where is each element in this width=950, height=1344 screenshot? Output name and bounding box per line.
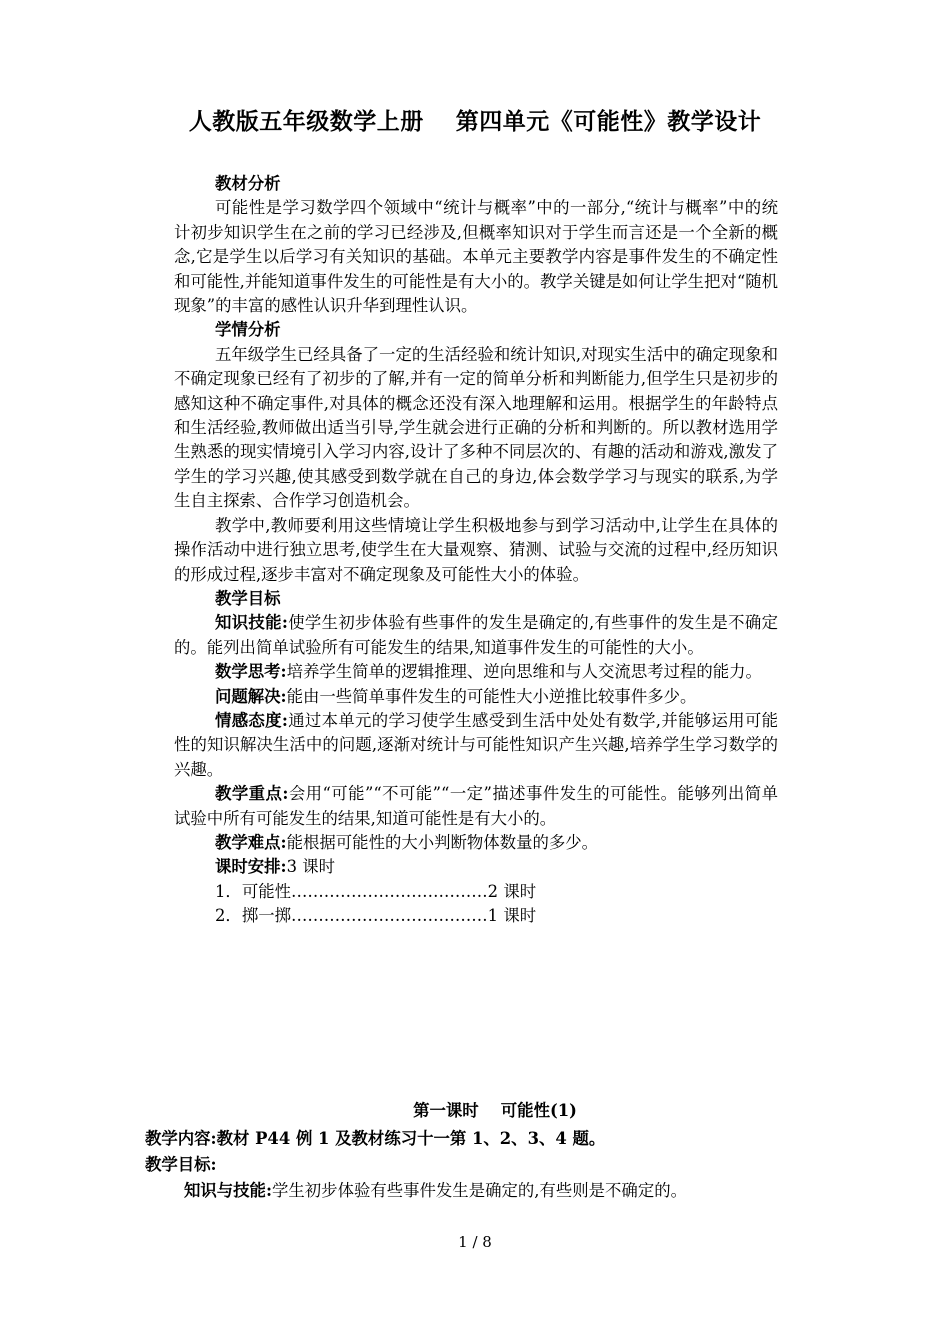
- document-title: 人教版五年级数学上册 第四单元《可能性》教学设计: [188, 109, 762, 135]
- teaching-goals-heading: 教学目标: [215, 588, 281, 608]
- teaching-difficulty: [174, 831, 778, 855]
- schedule: [174, 855, 778, 879]
- textbook-analysis-text: 可能性是学习数学四个领域中“统计与概率”中的一部分,“统计与概率”中的统计初步知识学生在之前的学习已经涉及,但概率知识对于学生而言还是一个全新的概念,它是学生以后学习有关知识的基础。本单元主要教学内容是事件发生的不确定性和可能性,并能知道事件发生的可能性是有大小的。教学关键是如何让学生把对“随机现象”的丰富的感性认识升华到理性认识。: [174, 198, 778, 316]
- goal-label: 问题解决:: [215, 686, 287, 706]
- goal-text: 使学生初步体验有些事件的发生是确定的,有些事件的发生是不确定的。能列出简单试验所有可能发生的结果,知道事件发生的可能性的大小。: [174, 613, 778, 657]
- goal-problem-solving: [174, 685, 778, 709]
- goal-knowledge-skill: [174, 611, 778, 660]
- lesson-skill-goal: [145, 1178, 795, 1204]
- skill-text: 学生初步体验有些事件发生是确定的,有些则是不确定的。: [272, 1181, 687, 1200]
- student-analysis-heading: 学情分析: [215, 320, 281, 340]
- skill-label: 知识与技能:: [184, 1181, 273, 1200]
- goal-label: 情感态度:: [215, 710, 288, 730]
- unit-design-body: [174, 172, 778, 929]
- schedule-label: 课时安排:: [215, 857, 287, 877]
- schedule-text: 3 课时: [286, 857, 336, 877]
- goal-text: 通过本单元的学习使学生感受到生活中处处有数学,并能够运用可能性的知识解决生活中的问题,逐渐对统计与可能性知识产生兴趣,培养学生学习数学的兴趣。: [174, 710, 778, 779]
- goal-text: 培养学生简单的逻辑推理、逆向思维和与人交流思考过程的能力。: [286, 662, 762, 682]
- student-analysis-paragraph-1: 五年级学生已经具备了一定的生活经验和统计知识,对现实生活中的确定现象和不确定现象已经有了初步的了解,并有一定的简单分析和判断能力,但学生只是初步的感知这种不确定事件,对具体的概念还没有深入地理解和运用。根据学生的年龄特点和生活经验,教师做出适当引导,学生就会进行正确的分析和判断的。所以教材选用学生熟悉的现实情境引入学习内容,设计了多种不同层次的、有趣的活动和游戏,激发了学生的学习兴趣,使其感受到数学就在自己的身边,体会数学学习与现实的联系,为学生自主探索、合作学习创造机会。: [174, 344, 778, 511]
- lesson-title: 第一课时 可能性(1): [413, 1101, 577, 1120]
- key-point-label: 教学重点:: [215, 784, 289, 804]
- page-number: 1 / 8: [458, 1233, 492, 1251]
- goal-text: 能由一些简单事件发生的可能性大小逆推比较事件多少。: [286, 686, 697, 706]
- goal-label: 知识技能:: [215, 613, 288, 633]
- lesson-goals-label: 教学目标:: [145, 1155, 217, 1174]
- schedule-item: 1．可能性………………………………2 课时: [215, 881, 537, 901]
- lesson-content: 教学内容:教材 P44 例 1 及教材练习十一第 1、2、3、4 题。: [145, 1129, 606, 1148]
- goal-label: 数学思考:: [215, 662, 287, 682]
- student-analysis-paragraph-2: 教学中,教师要利用这些情境让学生积极地参与到学习活动中,让学生在具体的操作活动中进行独立思考,使学生在大量观察、猜测、试验与交流的过程中,经历知识的形成过程,逐步丰富对不确定现象及可能性大小的体验。: [174, 515, 778, 584]
- key-point-text: 会用“可能”“不可能”“一定”描述事件发生的可能性。能够列出简单试验中所有可能发生的结果,知道可能性是有大小的。: [174, 784, 778, 828]
- goal-emotion-attitude: [174, 709, 778, 782]
- textbook-analysis-heading: 教材分析: [215, 174, 281, 193]
- schedule-item: 2．掷一掷………………………………1 课时: [215, 906, 537, 926]
- difficulty-text: 能根据可能性的大小判断物体数量的多少。: [286, 832, 599, 852]
- teaching-key-point: [174, 782, 778, 831]
- difficulty-label: 教学难点:: [215, 832, 287, 852]
- goal-math-thinking: [174, 660, 778, 684]
- lesson-section: [145, 1126, 795, 1204]
